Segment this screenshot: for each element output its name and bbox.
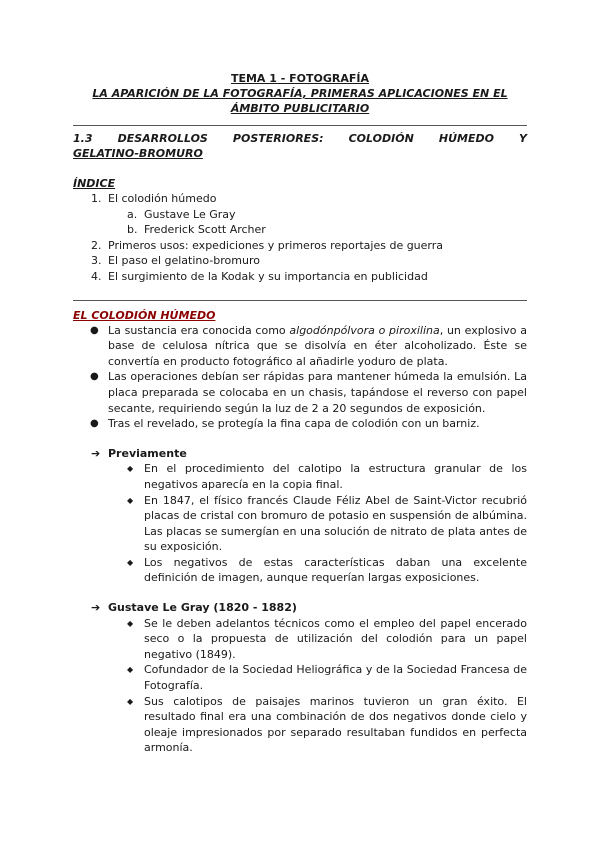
index-item-text: Gustave Le Gray: [144, 207, 236, 221]
diamond-bullet-icon: ◆: [127, 464, 134, 474]
sub-bullet-item: [73, 616, 527, 663]
bullet-text: Las operaciones debían ser rápidas para mantener húmeda la emulsión. La placa preparada se colocaba en un chasis, tapándose el reverso con papel secante, requiriendo según la luz de 2 a 20 segundos de exposición.: [108, 370, 527, 415]
bullet-text-emphasis: algodónpólvora o piroxilina: [289, 323, 440, 337]
arrow-icon: ➔: [91, 446, 101, 460]
index-item: [73, 269, 527, 285]
divider: [73, 125, 527, 126]
index-item-number: a.: [127, 207, 138, 221]
section-heading-line1: 1.3 DESARROLLOS POSTERIORES: COLODIÓN HÚMEDO Y: [73, 132, 527, 145]
bullet-item: [73, 323, 527, 370]
index-item: [73, 191, 527, 207]
sub-bullet-text: Cofundador de la Sociedad Heliográfica y de la Sociedad Francesa de Fotografía.: [144, 663, 527, 693]
legray-heading: [73, 600, 527, 616]
bullet-text-pre: La sustancia era conocida como: [108, 323, 290, 337]
arrow-icon: ➔: [91, 601, 101, 615]
sub-bullet-text: Sus calotipos de paisajes marinos tuvieron un gran éxito. El resultado final era una combinación de dos negativos donde cielo y oleaje impresionados por separado resultaban fundidos en perfecta armonía.: [144, 694, 527, 755]
document-title-text: TEMA 1 - FOTOGRAFÍA: [230, 72, 370, 85]
legray-section: [73, 600, 527, 756]
colodion-section: [73, 308, 527, 432]
bullet-text-post: , un explosivo a base de celulosa nítrica que se disolvía en éter alcoholizado. Éste se convertía en producto fotográfico al añadirle yoduro de plata.: [108, 323, 527, 368]
colodion-title: EL COLODIÓN HÚMEDO: [73, 308, 216, 322]
index-item-number: 4.: [91, 269, 102, 283]
index-item: [73, 253, 527, 269]
index-item-text: El surgimiento de la Kodak y su importancia en publicidad: [108, 269, 428, 283]
index-subitem: [73, 222, 527, 238]
bullet-text: Tras el revelado, se protegía la fina capa de colodión con un barniz.: [108, 417, 480, 431]
index-item-number: 2.: [91, 238, 102, 252]
bullet-item: [73, 369, 527, 416]
sub-bullet-item: [73, 493, 527, 555]
section-heading-line2: GELATINO-BROMURO: [73, 147, 203, 160]
index-item-number: b.: [127, 223, 138, 237]
bullet-item: [73, 416, 527, 432]
index-subitem: [73, 207, 527, 223]
diamond-bullet-icon: ◆: [127, 557, 134, 567]
document-subtitle: LA APARICIÓN DE LA FOTOGRAFÍA, PRIMERAS APLICACIONES EN EL ÁMBITO PUBLICITARIO: [92, 87, 508, 115]
sub-bullet-text: Los negativos de estas características daban una excelente definición de imagen, aunque requerían largas exposiciones.: [144, 555, 527, 585]
sub-bullet-item: [73, 461, 527, 492]
index-title: ÍNDICE: [73, 177, 116, 190]
legray-title: Gustave Le Gray (1820 - 1882): [108, 601, 297, 615]
sub-bullet-item: [73, 694, 527, 756]
index-item-text: El colodión húmedo: [108, 192, 217, 205]
bullet-icon: ●: [90, 371, 99, 383]
previamente-title: Previamente: [108, 446, 187, 460]
sub-bullet-text: Se le deben adelantos técnicos como el empleo del papel encerado seco o la propuesta de utilización del colodión para un papel negativo (1849).: [144, 616, 527, 661]
document-page: [73, 71, 527, 756]
index-item-text: Primeros usos: expediciones y primeros reportajes de guerra: [108, 238, 444, 252]
index-item-number: 1.: [91, 192, 102, 205]
diamond-bullet-icon: ◆: [127, 696, 134, 706]
diamond-bullet-icon: ◆: [127, 618, 134, 628]
divider: [73, 300, 527, 301]
sub-bullet-text: En 1847, el físico francés Claude Féliz Abel de Saint-Victor recubrió placas de cristal con bromuro de potasio en suspensión de albúmina. Las placas se sumergían en una solución de nitrato de plata antes de su exposición.: [144, 493, 527, 554]
diamond-bullet-icon: ◆: [127, 665, 134, 675]
bullet-icon: ●: [90, 418, 99, 430]
sub-bullet-text: En el procedimiento del calotipo la estructura granular de los negativos aparecía en la copia final.: [144, 462, 527, 491]
previamente-heading: [73, 446, 527, 462]
sub-bullet-item: [73, 555, 527, 586]
section-heading: [73, 131, 527, 161]
index-item: [73, 238, 527, 254]
previamente-section: [73, 446, 527, 586]
diamond-bullet-icon: ◆: [127, 495, 134, 505]
document-title: [73, 71, 527, 86]
bullet-icon: ●: [90, 324, 99, 336]
index-item-number: 3.: [91, 254, 102, 268]
index-item-text: Frederick Scott Archer: [144, 223, 266, 237]
sub-bullet-item: [73, 662, 527, 693]
index-item-text: El paso el gelatino-bromuro: [108, 254, 260, 268]
index-block: [73, 176, 527, 285]
